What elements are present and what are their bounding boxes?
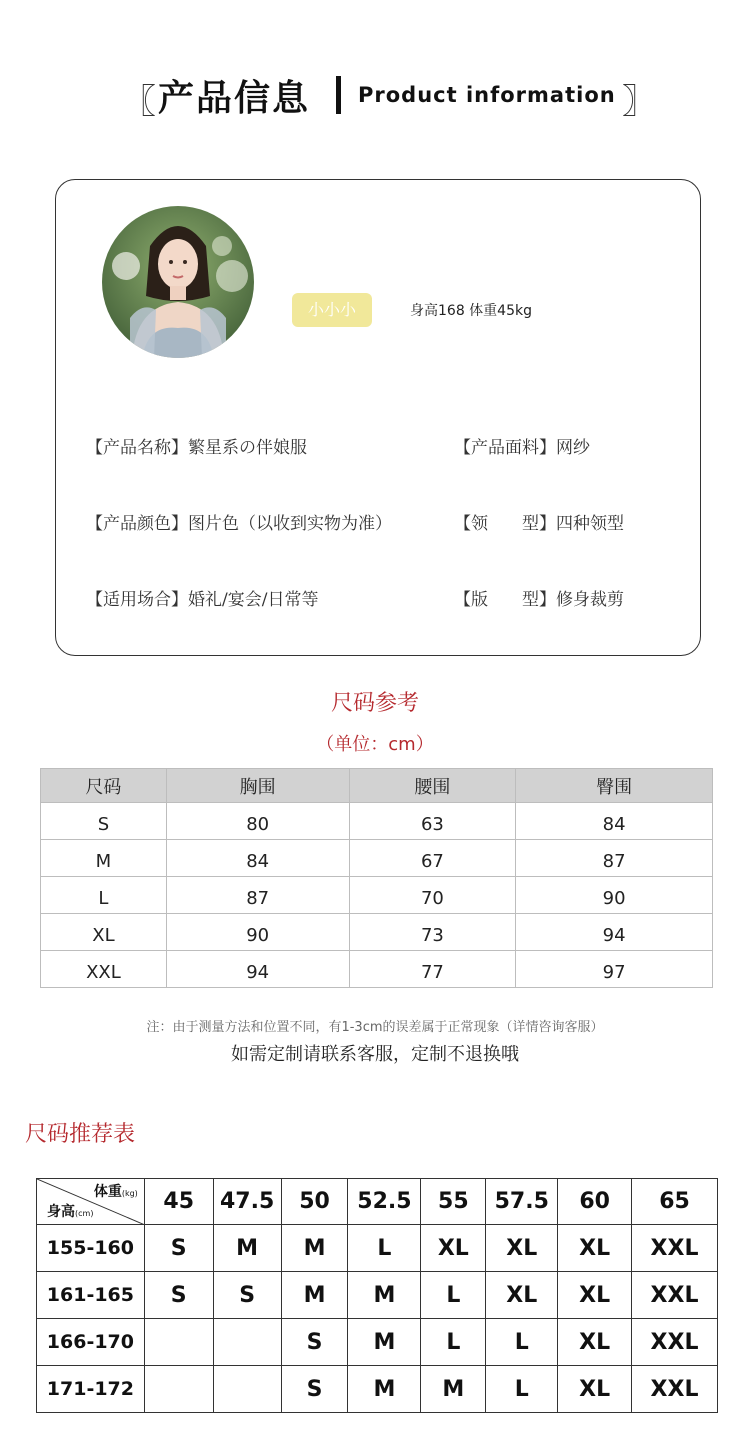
size-cell: XL (421, 1225, 486, 1272)
cell: 84 (516, 803, 713, 840)
weight-col: 57.5 (486, 1179, 558, 1225)
table-row (37, 1319, 718, 1366)
height-cell: 161-165 (37, 1272, 145, 1319)
weight-col: 65 (632, 1179, 718, 1225)
cell: 90 (166, 914, 349, 951)
header-title-cn: 产品信息 (158, 78, 311, 119)
size-cell: M (421, 1366, 486, 1413)
cell: M (41, 840, 167, 877)
custom-order-note: 如需定制请联系客服，定制不退换哦 (231, 1044, 519, 1065)
size-cell (213, 1366, 281, 1413)
cell: 84 (166, 840, 349, 877)
cell: 73 (349, 914, 516, 951)
weight-col: 50 (281, 1179, 348, 1225)
size-cell: XXL (632, 1366, 718, 1413)
section-header (0, 60, 750, 130)
size-cell (144, 1366, 213, 1413)
size-cell: M (281, 1272, 348, 1319)
size-cell: L (348, 1225, 421, 1272)
header-divider (336, 76, 341, 114)
size-cell: XL (486, 1225, 558, 1272)
table-row (37, 1366, 718, 1413)
measurement-note: 注：由于测量方法和位置不同，有1-3cm的误差属于正常现象（详情咨询客服） (146, 1020, 604, 1035)
size-cell: M (348, 1272, 421, 1319)
header-hip: 臀围 (516, 769, 713, 803)
size-cell: M (281, 1225, 348, 1272)
header-size: 尺码 (41, 769, 167, 803)
size-recommend-table (36, 1178, 718, 1413)
cell: XXL (41, 951, 167, 988)
header-bracket-left: 〖 (122, 82, 156, 122)
cell: 67 (349, 840, 516, 877)
size-cell (144, 1319, 213, 1366)
cell: 70 (349, 877, 516, 914)
cell: 90 (516, 877, 713, 914)
size-ref-table (40, 768, 713, 988)
cell: 77 (349, 951, 516, 988)
table-row (41, 951, 713, 988)
field-product-name: 【产品名称】繁星系の伴娘服 (86, 438, 307, 458)
cell: 94 (166, 951, 349, 988)
size-ref-unit: （单位：cm） (316, 734, 434, 755)
height-cell: 171-172 (37, 1366, 145, 1413)
size-cell: XXL (632, 1225, 718, 1272)
recommend-title: 尺码推荐表 (25, 1122, 136, 1147)
size-cell: L (421, 1319, 486, 1366)
size-cell: L (421, 1272, 486, 1319)
cell: S (41, 803, 167, 840)
field-neckline: 【领 型】四种领型 (454, 514, 624, 534)
field-fit: 【版 型】修身裁剪 (454, 590, 624, 610)
size-cell: S (144, 1272, 213, 1319)
size-cell: M (348, 1319, 421, 1366)
header-bracket-right: 〗 (622, 82, 656, 122)
field-occasion: 【适用场合】婚礼/宴会/日常等 (86, 590, 319, 610)
size-cell: XL (486, 1272, 558, 1319)
table-row (41, 803, 713, 840)
header-waist: 腰围 (349, 769, 516, 803)
weight-col: 55 (421, 1179, 486, 1225)
size-cell: S (213, 1272, 281, 1319)
table-header-row (41, 769, 713, 803)
model-portrait-image (102, 206, 254, 358)
size-cell: L (486, 1319, 558, 1366)
height-cell: 155-160 (37, 1225, 145, 1272)
size-cell: XXL (632, 1272, 718, 1319)
table-row (37, 1272, 718, 1319)
field-color: 【产品颜色】图片色（以收到实物为准） (86, 514, 392, 534)
model-measurements: 身高168 体重45kg (410, 303, 532, 319)
field-fabric: 【产品面料】网纱 (454, 438, 590, 458)
cell: 97 (516, 951, 713, 988)
product-info-card (55, 179, 701, 656)
size-cell: XL (558, 1366, 632, 1413)
diagonal-header-cell (37, 1179, 145, 1225)
size-cell: XXL (632, 1319, 718, 1366)
header-bust: 胸围 (166, 769, 349, 803)
size-ref-title: 尺码参考 (330, 691, 419, 716)
weight-col: 45 (144, 1179, 213, 1225)
weight-col: 52.5 (348, 1179, 421, 1225)
size-cell: S (281, 1366, 348, 1413)
size-cell: L (486, 1366, 558, 1413)
weight-col: 47.5 (213, 1179, 281, 1225)
table-row (41, 877, 713, 914)
recommend-header-row (37, 1179, 718, 1225)
header-title-en: Product information (358, 83, 616, 107)
size-cell: XL (558, 1319, 632, 1366)
size-cell: S (144, 1225, 213, 1272)
table-row (41, 914, 713, 951)
cell: XL (41, 914, 167, 951)
table-row (37, 1225, 718, 1272)
height-cell: 166-170 (37, 1319, 145, 1366)
size-cell: M (213, 1225, 281, 1272)
weight-col: 60 (558, 1179, 632, 1225)
height-label: 身高(cm) (47, 1204, 94, 1220)
cell: 94 (516, 914, 713, 951)
cell: L (41, 877, 167, 914)
cell: 80 (166, 803, 349, 840)
cell: 87 (166, 877, 349, 914)
size-cell: S (281, 1319, 348, 1366)
cell: 63 (349, 803, 516, 840)
table-row (41, 840, 713, 877)
size-cell (213, 1319, 281, 1366)
size-cell: XL (558, 1272, 632, 1319)
model-name-badge: 小小小 (292, 293, 372, 327)
size-cell: M (348, 1366, 421, 1413)
weight-label: 体重(kg) (93, 1184, 138, 1200)
size-cell: XL (558, 1225, 632, 1272)
cell: 87 (516, 840, 713, 877)
model-avatar (102, 206, 254, 358)
